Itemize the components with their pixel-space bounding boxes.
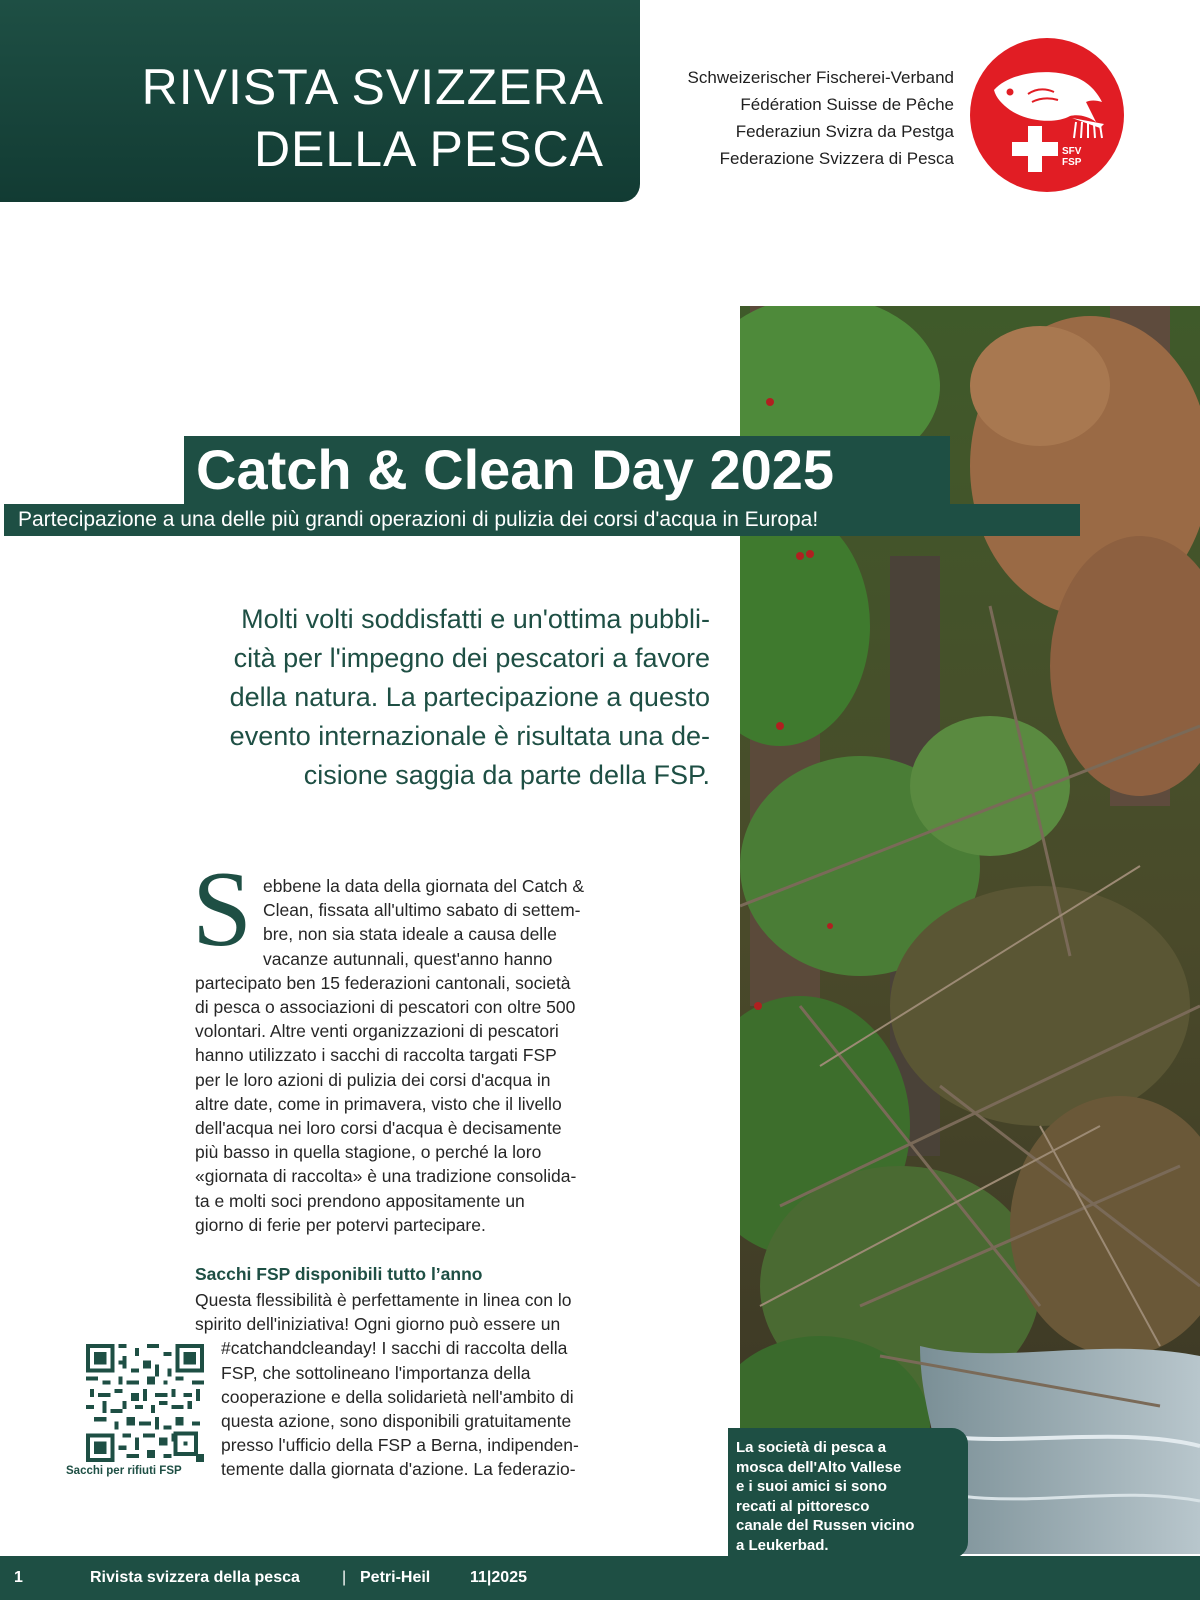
body-line: #catchandcleanday! I sacchi di raccolta della: [221, 1338, 568, 1359]
lead-line: cità per l'impegno dei pescatori a favore: [233, 643, 710, 673]
logo-abbr-sfv: SFV: [1062, 146, 1082, 157]
federation-name-de: Schweizerischer Fischerei-Verband: [687, 68, 954, 87]
body-line: FSP, che sottolineano l'importanza della: [221, 1362, 531, 1383]
federation-name-fr: Fédération Suisse de Pêche: [740, 95, 954, 114]
masthead-banner: [0, 0, 640, 202]
body-line: spirito dell'iniziativa! Ogni giorno può essere un: [195, 1314, 561, 1335]
body-line: vacanze autunnali, quest'anno hanno: [263, 948, 553, 969]
article-title: Catch & Clean Day 2025: [196, 438, 835, 501]
footer-publication: Petri-Heil: [360, 1569, 431, 1586]
body-line: di pesca o associazioni di pescatori con oltre 500: [195, 997, 576, 1018]
photo-caption: [728, 1428, 968, 1558]
lead-paragraph: [80, 600, 710, 795]
article-title-box: [184, 436, 950, 504]
footer-separator: |: [342, 1569, 347, 1586]
body-line: presso l'ufficio della FSP a Berna, indipenden-: [221, 1435, 579, 1456]
page-footer: [0, 1556, 1200, 1600]
body-line: cooperazione e della solidarietà nell'ambito di: [221, 1386, 574, 1407]
fish-swiss-cross-logo-icon: [970, 38, 1124, 192]
caption-line: a Leukerbad.: [736, 1536, 829, 1554]
federation-names: [688, 64, 954, 172]
body-line: «giornata di raccolta» è una tradizione consolida-: [195, 1166, 577, 1187]
caption-line: mosca dell'Alto Vallese: [736, 1458, 902, 1476]
article-subtitle: Partecipazione a una delle più grandi operazioni di pulizia dei corsi d'acqua in Europa!: [18, 508, 819, 531]
page-number: 1: [14, 1569, 23, 1586]
article-subtitle-box: [4, 504, 1080, 536]
body-line: Clean, fissata all'ultimo sabato di settem-: [263, 900, 581, 921]
body-line: altre date, come in primavera, visto che il livello: [195, 1093, 562, 1114]
body-line: volontari. Altre venti organizzazioni di pescatori: [195, 1021, 559, 1042]
footer-issue: 11|2025: [470, 1569, 527, 1586]
lead-line: Molti volti soddisfatti e un'ottima pubbli-: [241, 604, 710, 634]
masthead-line-2: DELLA PESCA: [253, 121, 604, 177]
body-line: giorno di ferie per potervi partecipare.: [195, 1214, 486, 1235]
qr-code[interactable]: [86, 1344, 204, 1462]
caption-line: e i suoi amici si sono: [736, 1478, 887, 1495]
logo-abbreviation: [1062, 146, 1081, 168]
federation-name-it: Federazione Svizzera di Pesca: [719, 149, 954, 168]
footer-magazine: Rivista svizzera della pesca: [90, 1569, 300, 1586]
body-line: per le loro azioni di pulizia dei corsi d'acqua in: [195, 1069, 551, 1090]
lead-line: evento internazionale è risultata una de-: [229, 721, 710, 751]
body-line: dell'acqua nei loro corsi d'acqua è decisamente: [195, 1118, 562, 1139]
masthead-line-1: RIVISTA SVIZZERA: [141, 59, 604, 115]
body-paragraph-1: [195, 874, 655, 1237]
body-line: bre, non sia stata ideale a causa delle: [263, 924, 557, 945]
logo-abbr-fsp: FSP: [1062, 157, 1082, 168]
section-subhead: Sacchi FSP disponibili tutto l’anno: [195, 1264, 483, 1284]
body-line: questa azione, sono disponibili gratuitamente: [221, 1411, 572, 1432]
lead-line: della natura. La partecipazione a questo: [229, 682, 710, 712]
qr-code-icon: [86, 1344, 204, 1462]
body-line: ebbene la data della giornata del Catch &: [263, 876, 585, 896]
body-line: ta e molti soci prendono appositamente un: [195, 1190, 525, 1211]
body-line: tementе dalla giornata d'azione. La federazio-: [221, 1459, 576, 1480]
federation-logo: [970, 38, 1124, 192]
lead-line: cisione saggia da parte della FSP.: [303, 760, 710, 790]
body-line: più basso in quella stagione, o perché la loro: [195, 1142, 542, 1163]
drop-cap: S: [192, 850, 253, 969]
caption-line: canale del Russen vicino: [736, 1517, 915, 1534]
body-line: hanno utilizzato i sacchi di raccolta targati FSP: [195, 1045, 557, 1066]
qr-caption: Sacchi per rifiuti FSP: [66, 1465, 182, 1477]
body-line: Questa flessibilità è perfettamente in linea con lo: [195, 1290, 572, 1310]
body-line: partecipato ben 15 federazioni cantonali, società: [195, 972, 571, 993]
caption-line: La società di pesca a: [736, 1439, 887, 1456]
body-paragraph-2: [195, 1288, 655, 1482]
federation-name-rm: Federaziun Svizra da Pestga: [735, 122, 954, 141]
caption-line: recati al pittoresco: [736, 1497, 870, 1515]
